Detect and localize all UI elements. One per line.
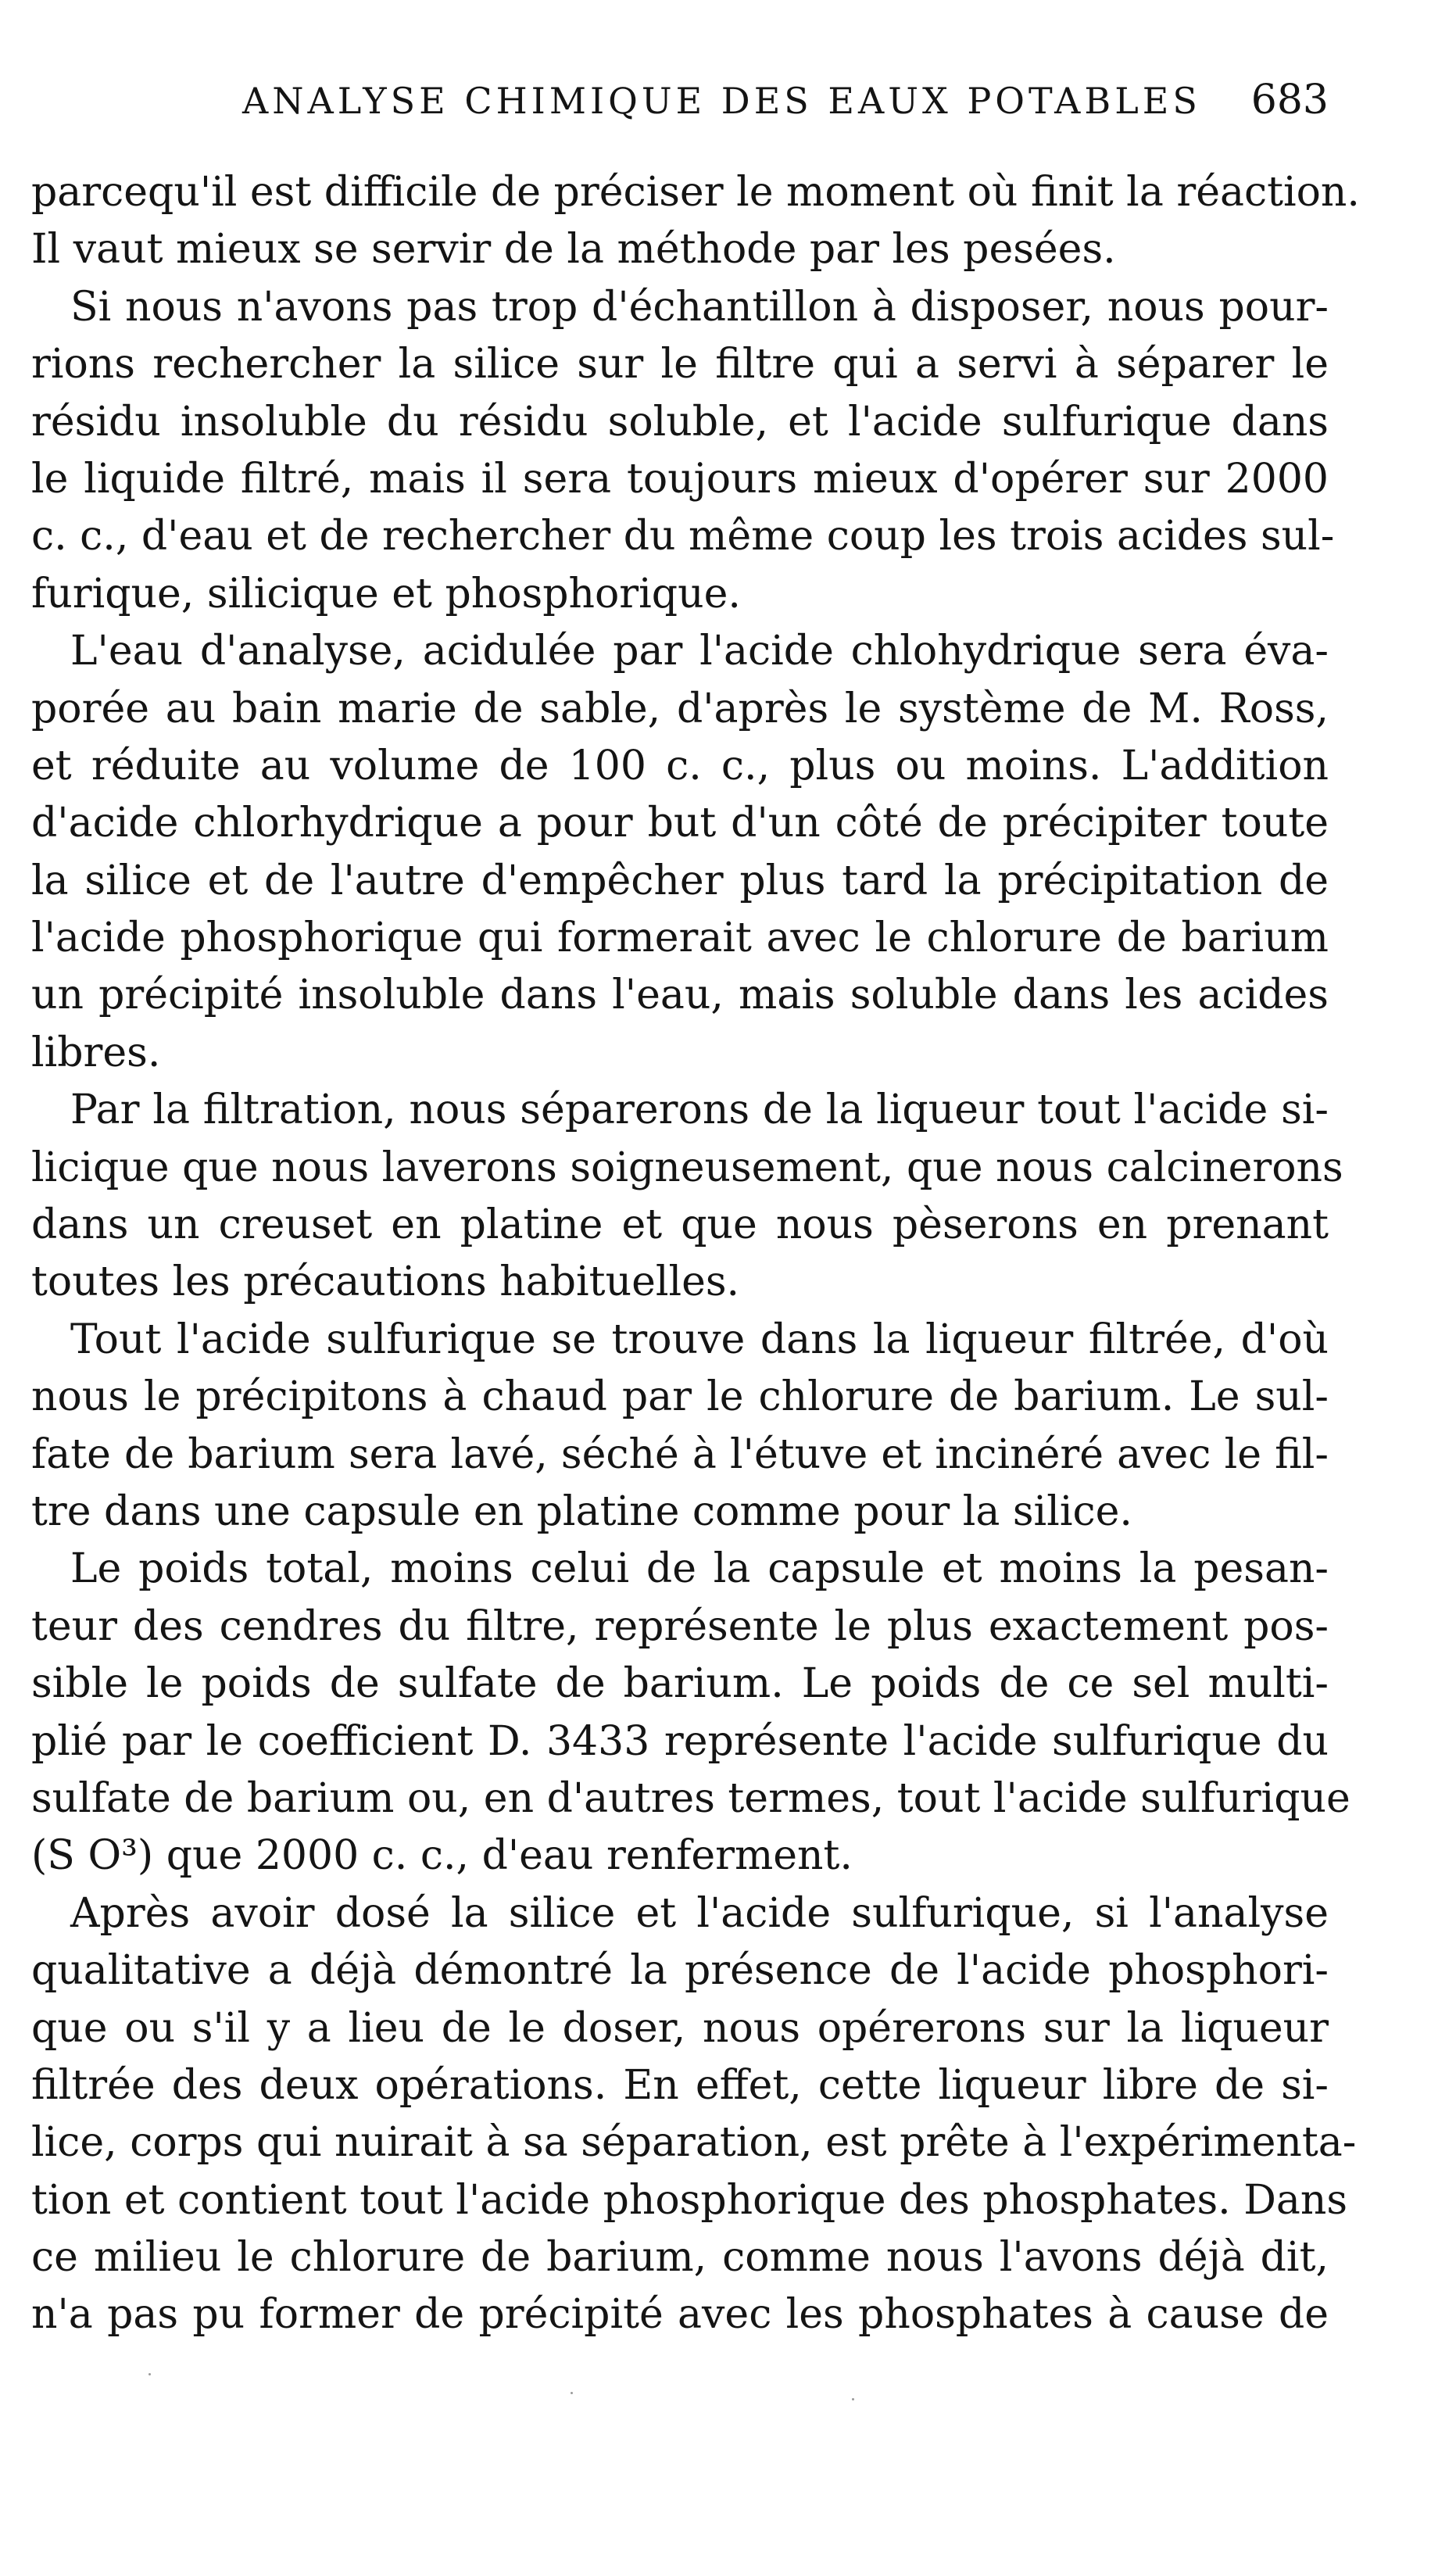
text-line: l'acide phosphorique qui formerait avec le chlorure de barium <box>31 915 1329 962</box>
text-line: furique, silicique et phosphorique. <box>31 570 741 618</box>
running-head <box>31 72 1329 134</box>
text-line: que ou s'il y a lieu de le doser, nous opérerons sur la liqueur <box>31 2004 1329 2052</box>
text-line: Il vaut mieux se servir de la méthode par les pesées. <box>31 226 1116 274</box>
page-number: 683 <box>1250 77 1329 124</box>
text-line: fate de barium sera lavé, séché à l'étuve et incinéré avec le fil- <box>31 1430 1329 1478</box>
text-line: ce milieu le chlorure de barium, comme nous l'avons déjà dit, <box>31 2234 1329 2282</box>
text-line: qualitative a déjà démontré la présence de l'acide phosphori- <box>31 1947 1329 1995</box>
paper-specks <box>0 2329 1456 2423</box>
paragraph-first-line: Par la filtration, nous séparerons de la liqueur tout l'acide si- <box>70 1086 1329 1134</box>
text-line: n'a pas pu former de précipité avec les phosphates à cause de <box>31 2291 1329 2339</box>
text-line: porée au bain marie de sable, d'après le système de M. Ross, <box>31 685 1329 732</box>
text-line: parcequ'il est difficile de préciser le moment où finit la réaction. <box>31 169 1360 216</box>
paper-speck <box>571 2392 573 2394</box>
paragraph-first-line: Après avoir dosé la silice et l'acide sulfurique, si l'analyse <box>70 1889 1329 1937</box>
text-line: filtrée des deux opérations. En effet, cette liqueur libre de si- <box>31 2061 1329 2109</box>
text-line: dans un creuset en platine et que nous pèserons en prenant <box>31 1201 1329 1249</box>
paper-speck <box>148 2373 151 2375</box>
text-line: le liquide filtré, mais il sera toujours mieux d'opérer sur 2000 <box>31 455 1329 503</box>
text-line: la silice et de l'autre d'empêcher plus tard la précipitation de <box>31 857 1329 904</box>
text-line: plié par le coefficient D. 3433 représente l'acide sulfurique du <box>31 1717 1329 1765</box>
text-line: (S O³) que 2000 c. c., d'eau renferment. <box>31 1832 853 1880</box>
body-text <box>31 164 1360 2344</box>
running-title: ANALYSE CHIMIQUE DES EAUX POTABLES <box>242 80 1201 122</box>
text-line: sulfate de barium ou, en d'autres termes, tout l'acide sulfurique <box>31 1774 1350 1822</box>
text-line: teur des cendres du filtre, représente le plus exactement pos- <box>31 1602 1329 1650</box>
text-line: résidu insoluble du résidu soluble, et l'acide sulfurique dans <box>31 398 1329 446</box>
paragraph-first-line: L'eau d'analyse, acidulée par l'acide chlohydrique sera éva- <box>70 628 1329 675</box>
text-line: licique que nous laverons soigneusement, que nous calcinerons <box>31 1144 1343 1191</box>
text-line: rions rechercher la silice sur le filtre qui a servi à séparer le <box>31 341 1329 388</box>
text-line: c. c., d'eau et de rechercher du même coup les trois acides sul- <box>31 513 1335 560</box>
paragraph-first-line: Le poids total, moins celui de la capsule et moins la pesan- <box>70 1545 1329 1593</box>
text-line: nous le précipitons à chaud par le chlorure de barium. Le sul- <box>31 1373 1329 1421</box>
text-line: d'acide chlorhydrique a pour but d'un côté de précipiter toute <box>31 800 1329 847</box>
text-line: libres. <box>31 1029 161 1076</box>
paper-speck <box>852 2398 854 2400</box>
text-line: et réduite au volume de 100 c. c., plus ou moins. L'addition <box>31 742 1329 789</box>
paragraph-first-line: Si nous n'avons pas trop d'échantillon à disposer, nous pour- <box>70 283 1329 331</box>
text-line: tre dans une capsule en platine comme pour la silice. <box>31 1487 1132 1535</box>
text-line: toutes les précautions habituelles. <box>31 1258 740 1306</box>
paragraph-first-line: Tout l'acide sulfurique se trouve dans la liqueur filtrée, d'où <box>70 1316 1329 1363</box>
text-line: un précipité insoluble dans l'eau, mais soluble dans les acides <box>31 972 1329 1019</box>
text-line: sible le poids de sulfate de barium. Le poids de ce sel multi- <box>31 1660 1329 1708</box>
text-line: tion et contient tout l'acide phosphorique des phosphates. Dans <box>31 2176 1348 2224</box>
text-line: lice, corps qui nuirait à sa séparation, est prête à l'expérimenta- <box>31 2119 1357 2167</box>
